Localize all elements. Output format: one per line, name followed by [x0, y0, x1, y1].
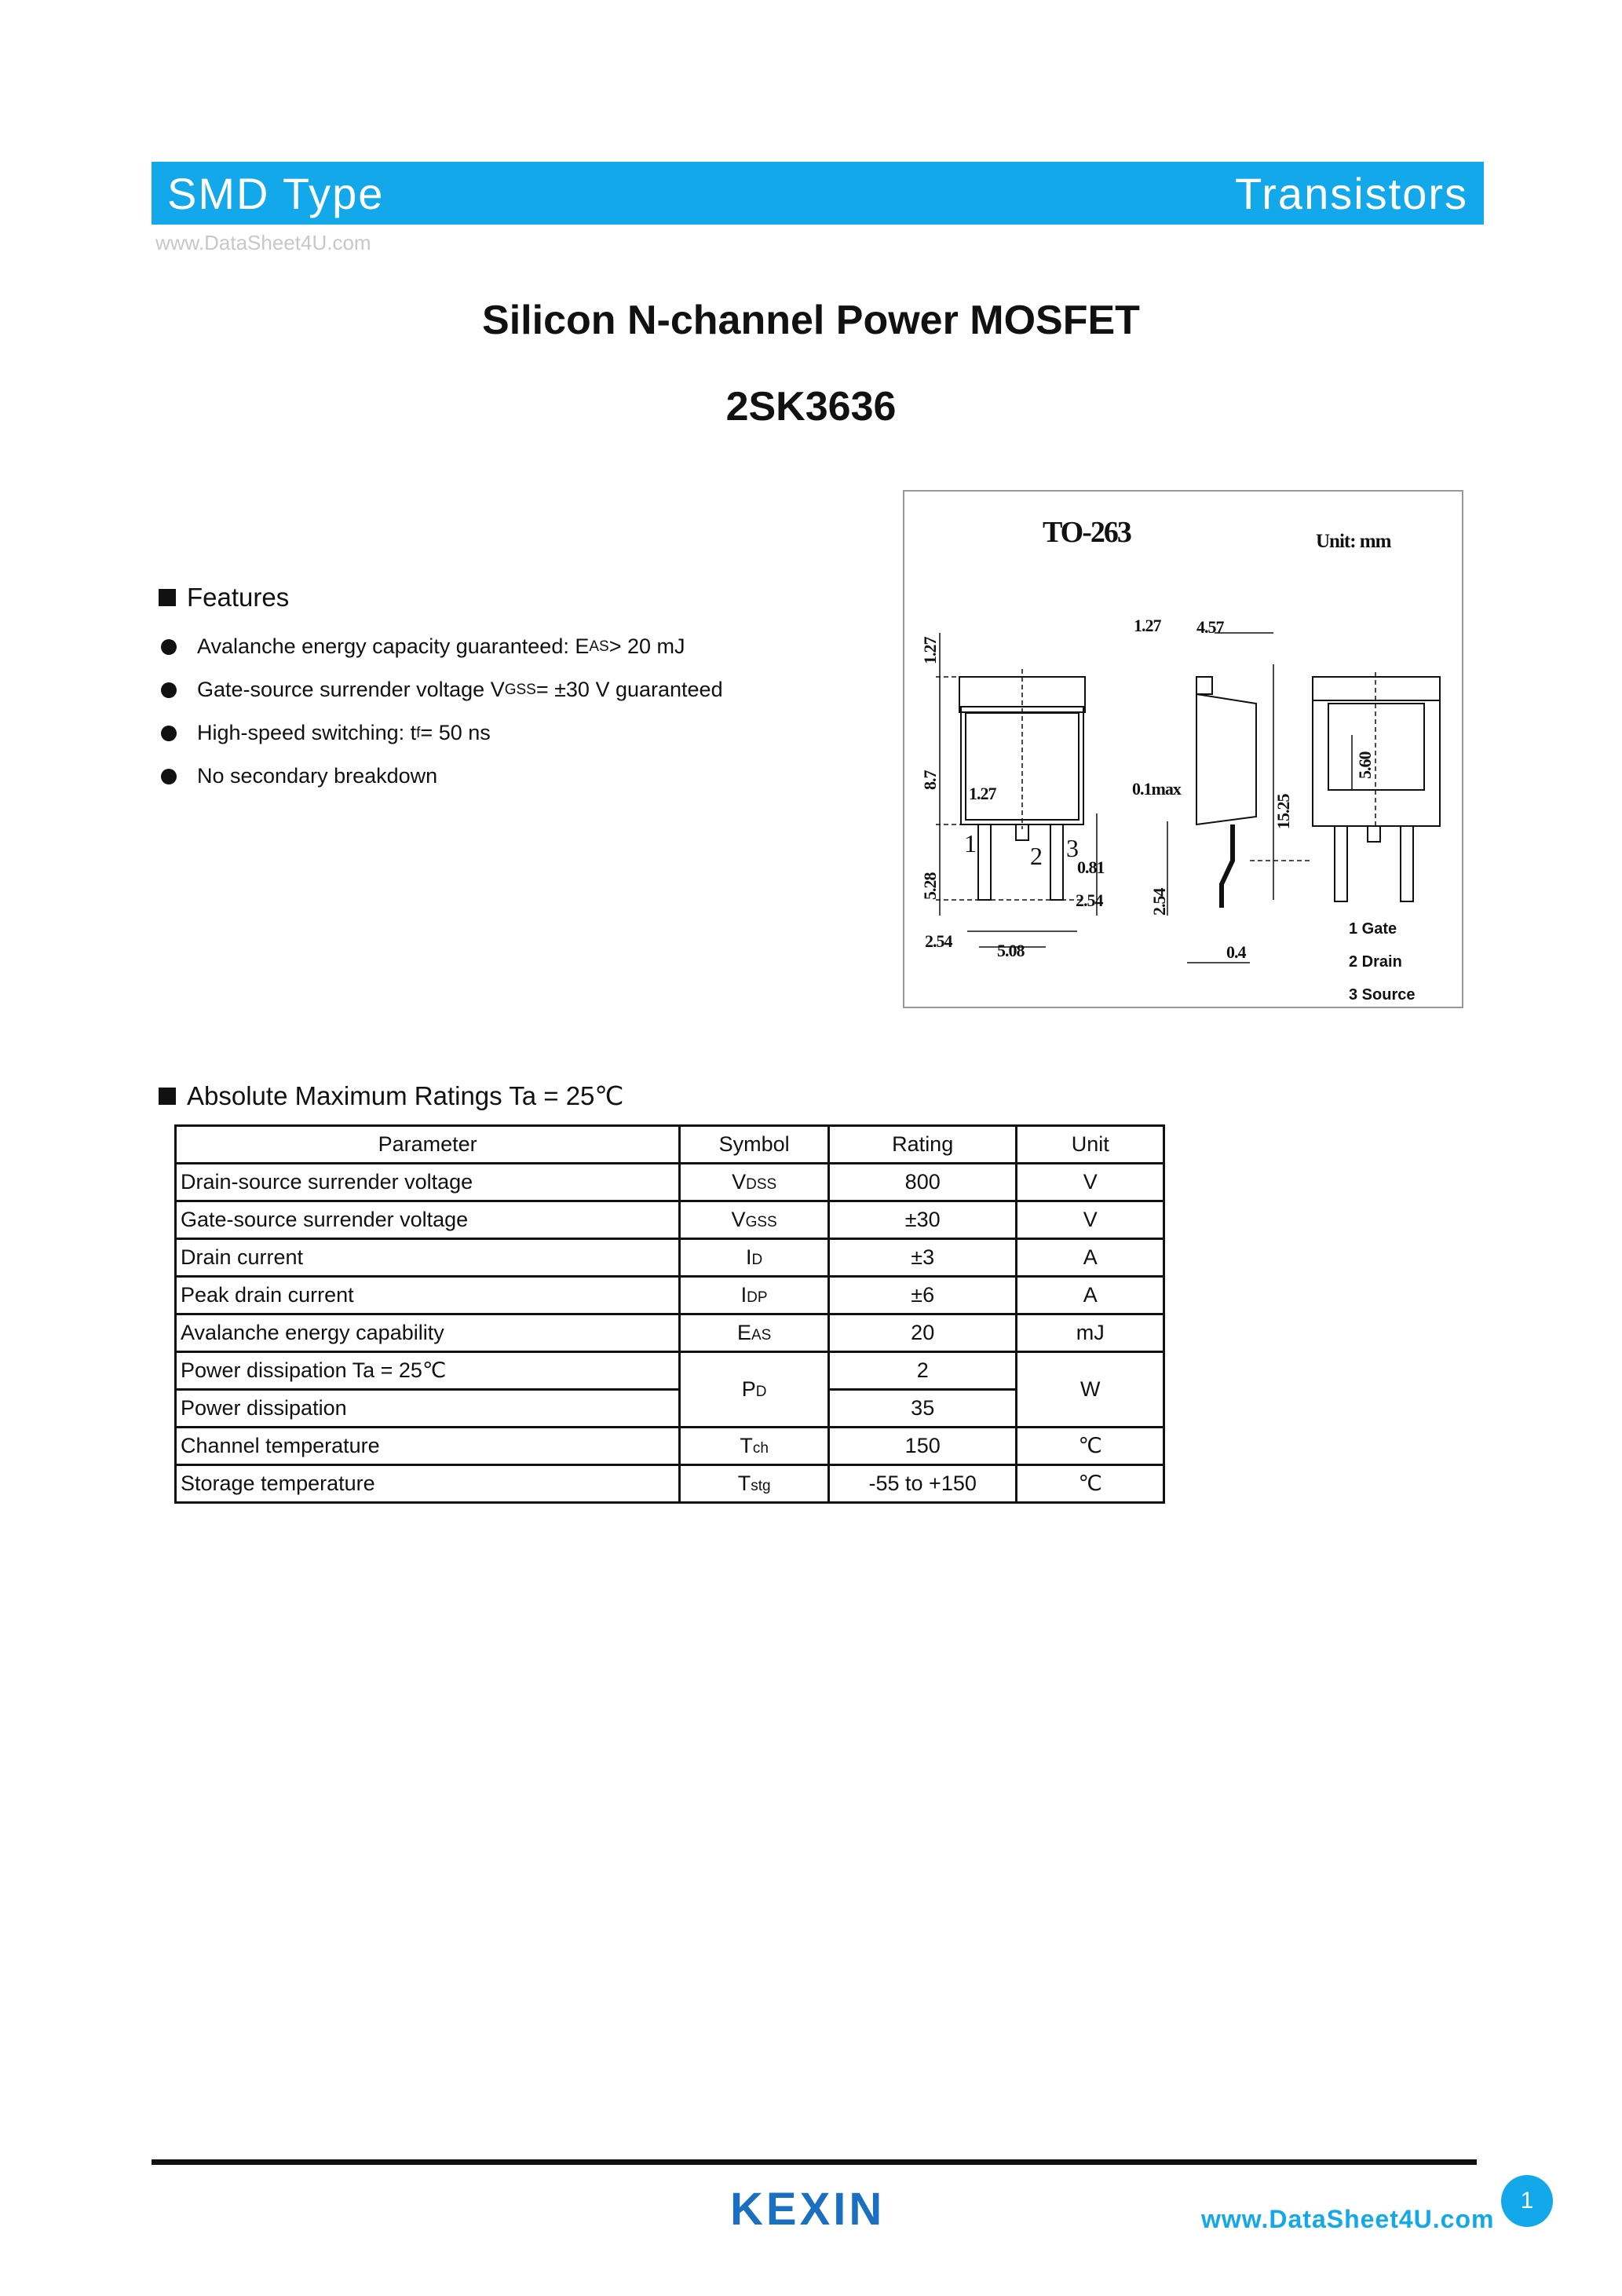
symbol-cell: EAS	[680, 1314, 829, 1352]
dim-label: 1.27	[920, 637, 940, 664]
footer-url-link[interactable]: www.DataSheet4U.com	[1201, 2205, 1495, 2233]
end-inner	[1328, 704, 1424, 790]
features-heading: Features	[159, 583, 289, 612]
feature-item: No secondary breakdown	[161, 755, 723, 798]
header-banner	[152, 162, 1484, 225]
column-header: Rating	[828, 1126, 1016, 1164]
dim-label: 1.27	[1134, 616, 1161, 635]
pin-legend-drain: 2 Drain	[1349, 953, 1402, 971]
feature-item: Gate-source surrender voltage V GSS = ±30 V guaranteed	[161, 668, 723, 711]
end-pin-right	[1401, 826, 1413, 901]
symbol-cell: VGSS	[680, 1201, 829, 1239]
dim-label: 0.81	[1077, 857, 1105, 877]
param-cell: Channel temperature	[176, 1428, 680, 1465]
table-row	[176, 1428, 1164, 1465]
rating-cell: 2	[828, 1352, 1016, 1390]
table-row	[176, 1164, 1164, 1201]
table-row	[176, 1201, 1164, 1239]
features-list	[161, 625, 723, 798]
unit-cell: ℃	[1017, 1428, 1164, 1465]
unit-cell: ℃	[1017, 1465, 1164, 1503]
table-row	[176, 1465, 1164, 1503]
header-left: SMD Type	[167, 168, 385, 218]
end-pin-left	[1335, 826, 1347, 901]
bullet-icon	[161, 769, 177, 784]
table-row	[176, 1352, 1164, 1390]
rating-cell: -55 to +150	[828, 1465, 1016, 1503]
rating-cell: 150	[828, 1428, 1016, 1465]
dim-label: 4.57	[1196, 617, 1224, 637]
dim-label: 15.25	[1273, 794, 1293, 829]
page-number-badge: 1	[1501, 2175, 1553, 2227]
pin-legend-gate: 1 Gate	[1349, 920, 1397, 938]
pin-legend-source: 3 Source	[1349, 986, 1416, 1004]
table-row	[176, 1314, 1164, 1352]
bullet-icon	[161, 682, 177, 698]
rating-cell: ±6	[828, 1277, 1016, 1314]
table-row	[176, 1239, 1164, 1277]
package-name: TO-263	[1043, 516, 1131, 549]
dim-label: 0.1max	[1132, 779, 1181, 799]
unit-cell: W	[1017, 1352, 1164, 1428]
column-header: Parameter	[176, 1126, 680, 1164]
page-title: Silicon N-channel Power MOSFET	[482, 298, 1140, 343]
package-unit: Unit: mm	[1316, 531, 1391, 552]
rating-cell: 35	[828, 1390, 1016, 1428]
unit-cell: A	[1017, 1277, 1164, 1314]
dim-label: 2.54	[1149, 888, 1169, 916]
dim-label: 5.28	[920, 872, 940, 900]
symbol-cell: Tstg	[680, 1465, 829, 1503]
symbol-cell: ID	[680, 1239, 829, 1277]
pin-number: 1	[964, 829, 977, 857]
table-header-row	[176, 1126, 1164, 1164]
pin-number: 2	[1030, 842, 1043, 870]
dim-label: 2.54	[925, 931, 952, 951]
dim-label: 1.27	[969, 784, 996, 803]
end-pin-mid	[1368, 826, 1380, 842]
dim-label: 8.7	[920, 770, 940, 790]
unit-cell: V	[1017, 1164, 1164, 1201]
unit-cell: V	[1017, 1201, 1164, 1239]
symbol-cell: Tch	[680, 1428, 829, 1465]
symbol-cell: VDSS	[680, 1164, 829, 1201]
pin-number: 3	[1066, 834, 1079, 862]
side-lead	[1222, 824, 1233, 908]
dim-label: 2.54	[1076, 890, 1103, 910]
unit-cell: A	[1017, 1239, 1164, 1277]
param-cell: Avalanche energy capability	[176, 1314, 680, 1352]
watermark-link[interactable]: www.DataSheet4U.com	[155, 231, 371, 254]
rating-cell: 800	[828, 1164, 1016, 1201]
symbol-cell: PD	[680, 1352, 829, 1428]
param-cell: Power dissipation	[176, 1390, 680, 1428]
column-header: Unit	[1017, 1126, 1164, 1164]
param-cell: Peak drain current	[176, 1277, 680, 1314]
feature-item: High-speed switching: t f = 50 ns	[161, 711, 723, 755]
param-cell: Storage temperature	[176, 1465, 680, 1503]
kexin-logo: KEXIN	[730, 2184, 886, 2235]
param-cell: Drain-source surrender voltage	[176, 1164, 680, 1201]
table-row	[176, 1277, 1164, 1314]
unit-cell: mJ	[1017, 1314, 1164, 1352]
dim-label: 5.08	[997, 941, 1025, 960]
bullet-icon	[161, 726, 177, 741]
param-cell: Drain current	[176, 1239, 680, 1277]
rating-cell: ±30	[828, 1201, 1016, 1239]
feature-item: Avalanche energy capacity guaranteed: E AS > 20 mJ	[161, 625, 723, 668]
pin-1-lead	[978, 824, 991, 900]
symbol-cell: IDP	[680, 1277, 829, 1314]
header-right: Transistors	[1235, 168, 1468, 218]
dim-label: 0.4	[1226, 942, 1246, 962]
pin-3-lead	[1050, 824, 1063, 900]
part-number: 2SK3636	[725, 384, 897, 430]
rating-cell: 20	[828, 1314, 1016, 1352]
dim-label: 5.60	[1355, 751, 1375, 779]
absolute-max-ratings-table	[174, 1124, 1165, 1504]
square-bullet-icon	[159, 1088, 176, 1105]
ratings-heading: Absolute Maximum Ratings Ta = 25℃	[159, 1080, 623, 1111]
square-bullet-icon	[159, 589, 176, 606]
footer-divider	[152, 2159, 1477, 2165]
side-tab	[1196, 677, 1212, 694]
end-top	[1313, 677, 1440, 700]
table-row	[176, 1390, 1164, 1428]
column-header: Symbol	[680, 1126, 829, 1164]
param-cell: Power dissipation Ta = 25℃	[176, 1352, 680, 1390]
rating-cell: ±3	[828, 1239, 1016, 1277]
package-drawing	[903, 490, 1463, 1008]
end-body	[1313, 700, 1440, 826]
side-body	[1196, 694, 1256, 824]
bullet-icon	[161, 639, 177, 655]
param-cell: Gate-source surrender voltage	[176, 1201, 680, 1239]
